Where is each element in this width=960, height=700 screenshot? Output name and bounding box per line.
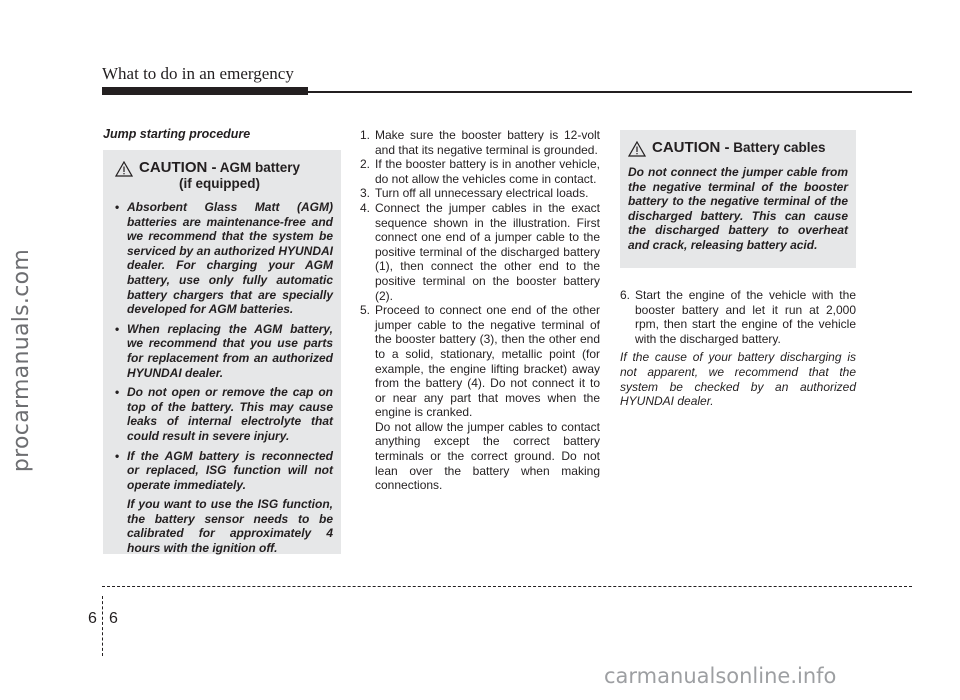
list-item: • If the AGM battery is reconnected or replaced, ISG function will not operate immediately. (115, 448, 333, 492)
step5-note: Do not allow the jumper cables to contact anything except the correct battery terminals or the correct ground. Do not lean over the battery when making connections. (375, 419, 600, 493)
caution-title (628, 140, 848, 157)
chapter-number: 6 (88, 610, 97, 627)
step-item: 2. If the booster battery is in another vehicle, do not allow the vehicles come in contact. (360, 157, 600, 186)
side-watermark-text: procarmanuals.com (9, 248, 35, 472)
step-item: 5. Proceed to connect one end of the other jumper cable to the negative terminal of the booster battery (3), then the other end to a solid, stationary, metallic point (for example, the engine lifting bracket) away from the battery (4). Do not connect it to or near any part that moves when the engine is cranked. (360, 303, 600, 420)
footer-rule (102, 586, 912, 587)
page-header-title: What to do in an emergency (102, 64, 294, 83)
step-item: 4. Connect the jumper cables in the exact sequence shown in the illustration. First connect one end of a jumper cable to the positive terminal of the discharged battery (1), then connect the other end to the positive terminal on the booster battery (2). (360, 200, 600, 303)
bottom-watermark: carmanualsonline.info (604, 664, 837, 688)
italic-note: If the cause of your battery discharging is not apparent, we recommend that the system be checked by an authorized HYUNDAI dealer. (620, 350, 856, 409)
footer-divider (102, 596, 103, 656)
warning-triangle-icon (115, 161, 133, 177)
header-rule-thick (102, 87, 308, 95)
right-column (620, 288, 856, 409)
section-heading: Jump starting procedure (103, 127, 251, 141)
side-watermark (2, 200, 42, 520)
step-item: 3. Turn off all unnecessary electrical loads. (360, 186, 589, 201)
caution-box-agm (103, 150, 341, 554)
caution-cables-text: Do not connect the jumper cable from the negative terminal of the booster battery to the negative terminal of the discharged battery. This can cause the discharged battery to overheat and crack, releasing battery acid. (628, 165, 848, 252)
list-item: • Absorbent Glass Matt (AGM) batteries are maintenance-free and we recommend that the system be serviced by an authorized HYUNDAI dealer. For charging your AGM battery, use only fully automatic battery chargers that are specially developed for AGM batteries. (115, 200, 333, 317)
header-rule-thin (308, 91, 912, 93)
caution-agm-list (115, 200, 333, 492)
caution-agm-subtitle: (if equipped) (179, 176, 260, 191)
caution-cables-title: Battery cables (733, 140, 826, 155)
list-item: • When replacing the AGM battery, we recommend that you use parts for replacement from an authorized HYUNDAI dealer. (115, 321, 333, 380)
warning-triangle-icon (628, 141, 646, 157)
caution-agm-extra: If you want to use the ISG function, the battery sensor needs to be calibrated for approximately 4 hours with the ignition off. (127, 497, 333, 556)
caution-word: CAUTION - (652, 139, 730, 156)
list-item: • Do not open or remove the cap on top of the battery. This may cause leaks of internal electrolyte that could result in severe injury. (115, 385, 333, 443)
caution-box-battery-cables (620, 130, 856, 268)
caution-title (115, 160, 333, 192)
step-item: 1. Make sure the booster battery is 12-volt and that its negative terminal is grounded. (360, 128, 600, 157)
procedure-steps (360, 128, 600, 493)
caution-agm-title: AGM battery (219, 160, 301, 175)
page-number: 6 (109, 610, 118, 627)
step-item: 6. Start the engine of the vehicle with the booster battery and let it run at 2,000 rpm, then start the engine of the vehicle with the discharged battery. (620, 288, 856, 346)
caution-word: CAUTION - (139, 159, 217, 176)
